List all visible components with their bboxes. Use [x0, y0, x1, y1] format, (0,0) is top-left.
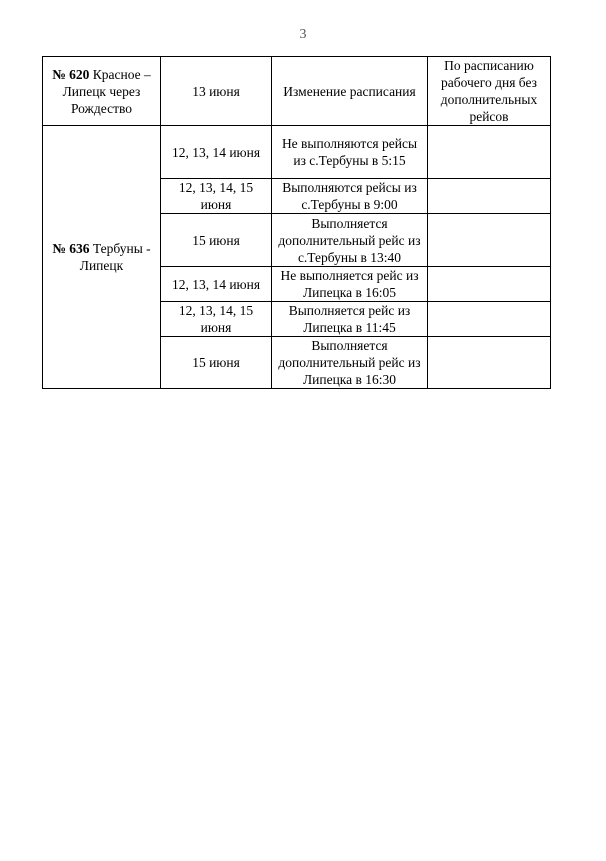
- row-dates: 15 июня: [161, 214, 272, 267]
- route-636-name: Тербуны - Липецк: [79, 241, 151, 273]
- row-schedule: [428, 126, 551, 179]
- row-schedule: [428, 214, 551, 267]
- schedule-table: [42, 56, 551, 389]
- row-change: Не выполняются рейсы из с.Тербуны в 5:15: [272, 126, 428, 179]
- row-change: Не выполняется рейс из Липецка в 16:05: [272, 267, 428, 302]
- row-schedule: [428, 179, 551, 214]
- table-row-route-620: [43, 57, 551, 126]
- route-620-schedule: По расписанию рабочего дня без дополнительных рейсов: [428, 57, 551, 126]
- route-620-change: Изменение расписания: [272, 57, 428, 126]
- route-620-name: Красное – Липецк через Рождество: [62, 66, 151, 116]
- row-change: Выполняется рейс из Липецка в 11:45: [272, 302, 428, 337]
- row-dates: 12, 13, 14, 15 июня: [161, 179, 272, 214]
- row-dates: 12, 13, 14, 15 июня: [161, 302, 272, 337]
- route-620-number: № 620: [52, 66, 90, 82]
- route-636-number: № 636: [52, 241, 90, 256]
- route-636-cell: [43, 126, 161, 389]
- row-change: Выполняется дополнительный рейс из Липецка в 16:30: [272, 337, 428, 389]
- row-dates: 15 июня: [161, 337, 272, 389]
- route-620-cell: [43, 57, 161, 126]
- row-schedule: [428, 337, 551, 389]
- route-620-date: 13 июня: [161, 57, 272, 126]
- row-dates: 12, 13, 14 июня: [161, 267, 272, 302]
- row-schedule: [428, 302, 551, 337]
- row-dates: 12, 13, 14 июня: [161, 126, 272, 179]
- row-change: Выполняются рейсы из с.Тербуны в 9:00: [272, 179, 428, 214]
- row-schedule: [428, 267, 551, 302]
- table-row-route-636: [43, 126, 551, 179]
- page-number: 3: [299, 27, 307, 42]
- row-change: Выполняется дополнительный рейс из с.Тербуны в 13:40: [272, 214, 428, 267]
